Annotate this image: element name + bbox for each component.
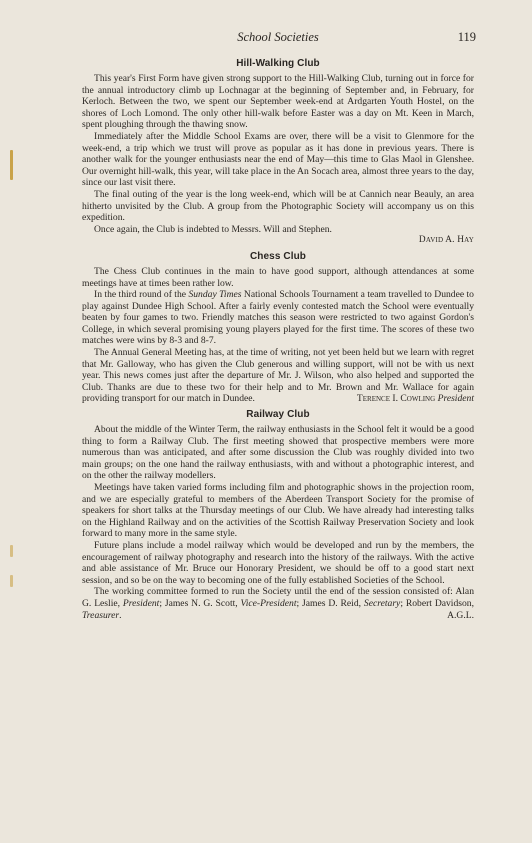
paragraph: Meetings have taken varied forms including film and photographic shows in the projection room, and we are especially grateful to members of the Aberdeen Transport Society for the promise of speakers for short talks at the Thursday meetings of our Club. We have already had interesting talks on the Highland Railway and on the activities of the Scottish Railway Preservation Society and look forward to many more in the same style.	[82, 482, 474, 540]
railway-club-section	[82, 409, 474, 621]
text-run: ; James D. Reid,	[296, 597, 364, 609]
officer-role: Secretary	[363, 597, 401, 609]
paragraph: Once again, the Club is indebted to Messrs. Will and Stephen.	[94, 223, 332, 235]
text-run: The working committee formed to run the Society until the end of the session consisted of: Alan G. Leslie,	[82, 586, 474, 609]
text-run: The Annual General Meeting has, at the time of writing, not yet been held but we learn with regret that Mr. Galloway, who has given the Club generous and willing support, will not be with us next year. This news comes just after the departure of Mr. J. Wilson, who also helped and supported the Club. Thanks are due to these two for their help and to Mr. Brown and Mr. Wallace for again providing transport for our match in Dundee.	[82, 347, 474, 405]
paragraph	[82, 347, 474, 405]
page-header	[82, 26, 474, 48]
text-run: ; Robert Davidson,	[400, 597, 474, 609]
paragraph: The final outing of the year is the long week-end, which will be at Cannich near Beauly, an area hitherto unvisited by the Club. A group from the Photographic Society will accompany us on this expedition.	[82, 188, 474, 224]
paragraph: About the middle of the Winter Term, the railway enthusiasts in the School felt it would be a good thing to form a Railway Club. The first meeting showed that prospective members were more numerous than was anticipated, and after some discussion the Club was roughly divided into two main groups; on the one hand the railway enthusiasts, with and without a photographic interest, and on the other the railway modellers.	[82, 424, 474, 482]
section-heading: Chess Club	[249, 250, 306, 262]
paragraph: The Chess Club continues in the main to have good support, although attendances at some meetings have at times been rather low.	[82, 265, 474, 289]
text-run: .	[119, 609, 122, 621]
margin-stain	[10, 545, 13, 557]
officer-role: Treasurer	[82, 609, 120, 621]
hill-walking-club-section	[82, 58, 474, 247]
newspaper-title: Sunday Times	[188, 289, 242, 301]
chess-club-section	[82, 251, 474, 405]
section-heading: Railway Club	[246, 409, 310, 421]
margin-stain	[10, 150, 13, 180]
author-signature	[345, 393, 474, 405]
author-initials: A.G.L.	[447, 609, 474, 621]
margin-stain	[10, 575, 13, 587]
text-run: ; James N. G. Scott,	[159, 597, 241, 609]
paragraph: Future plans include a model railway which would be developed and run by the members, the encouragement of railway photography and research into the history of the railways. With the active and able assistance of Mr. Bruce our Honorary President, we should be off to a good start next session, and so be on the way to becoming one of the fully established Societies of the School.	[82, 539, 474, 586]
paragraph: Immediately after the Middle School Exams are over, there will be a visit to Glenmore for the week-end, a trip which we trust will prove as popular as it has done in previous years. There is another walk for the younger enthusiasts near the end of May—this time to Glas Maol in Glenshee. Our overnight hill-walk, this year, will take place in the An Socach area, almost three years to the day, since our last visit there.	[82, 130, 474, 189]
officer-role: President	[122, 597, 160, 609]
signature-role: President	[437, 393, 474, 405]
section-heading: Hill-Walking Club	[236, 58, 320, 69]
paragraph: This year's First Form have given strong support to the Hill-Walking Club, turning out in force for the annual introductory climb up Lochnagar at the beginning of September and, in February, for Kerloch. Between the two, we spent our September week-end at Ardgarten Youth Hostel, on the shores of Loch Lomond. The only other hill-walk before Easter was a day on Mt. Keen in March, spent ploughing through the thawing snow.	[82, 73, 474, 131]
paragraph	[82, 289, 474, 347]
running-title: School Societies	[237, 30, 319, 44]
signature-name: Terence I. Cowling	[356, 393, 436, 405]
page-number: 119	[457, 30, 476, 44]
author-signature: David A. Hay	[418, 235, 474, 246]
text-run: National Schools Tournament a team travelled to Dundee to play against Dundee High School. After a fairly evenly contested match the School were eventually beaten by four games to two. Friendly matches this season were restricted to two against Gordon's College, in which several promising young players played for the first time. The scores of these two matches were wins by 8-3 and 8-7.	[82, 289, 474, 347]
officer-role: Vice-President	[240, 597, 297, 609]
text-run: In the third round of the	[94, 289, 189, 301]
committee-paragraph	[82, 586, 474, 621]
